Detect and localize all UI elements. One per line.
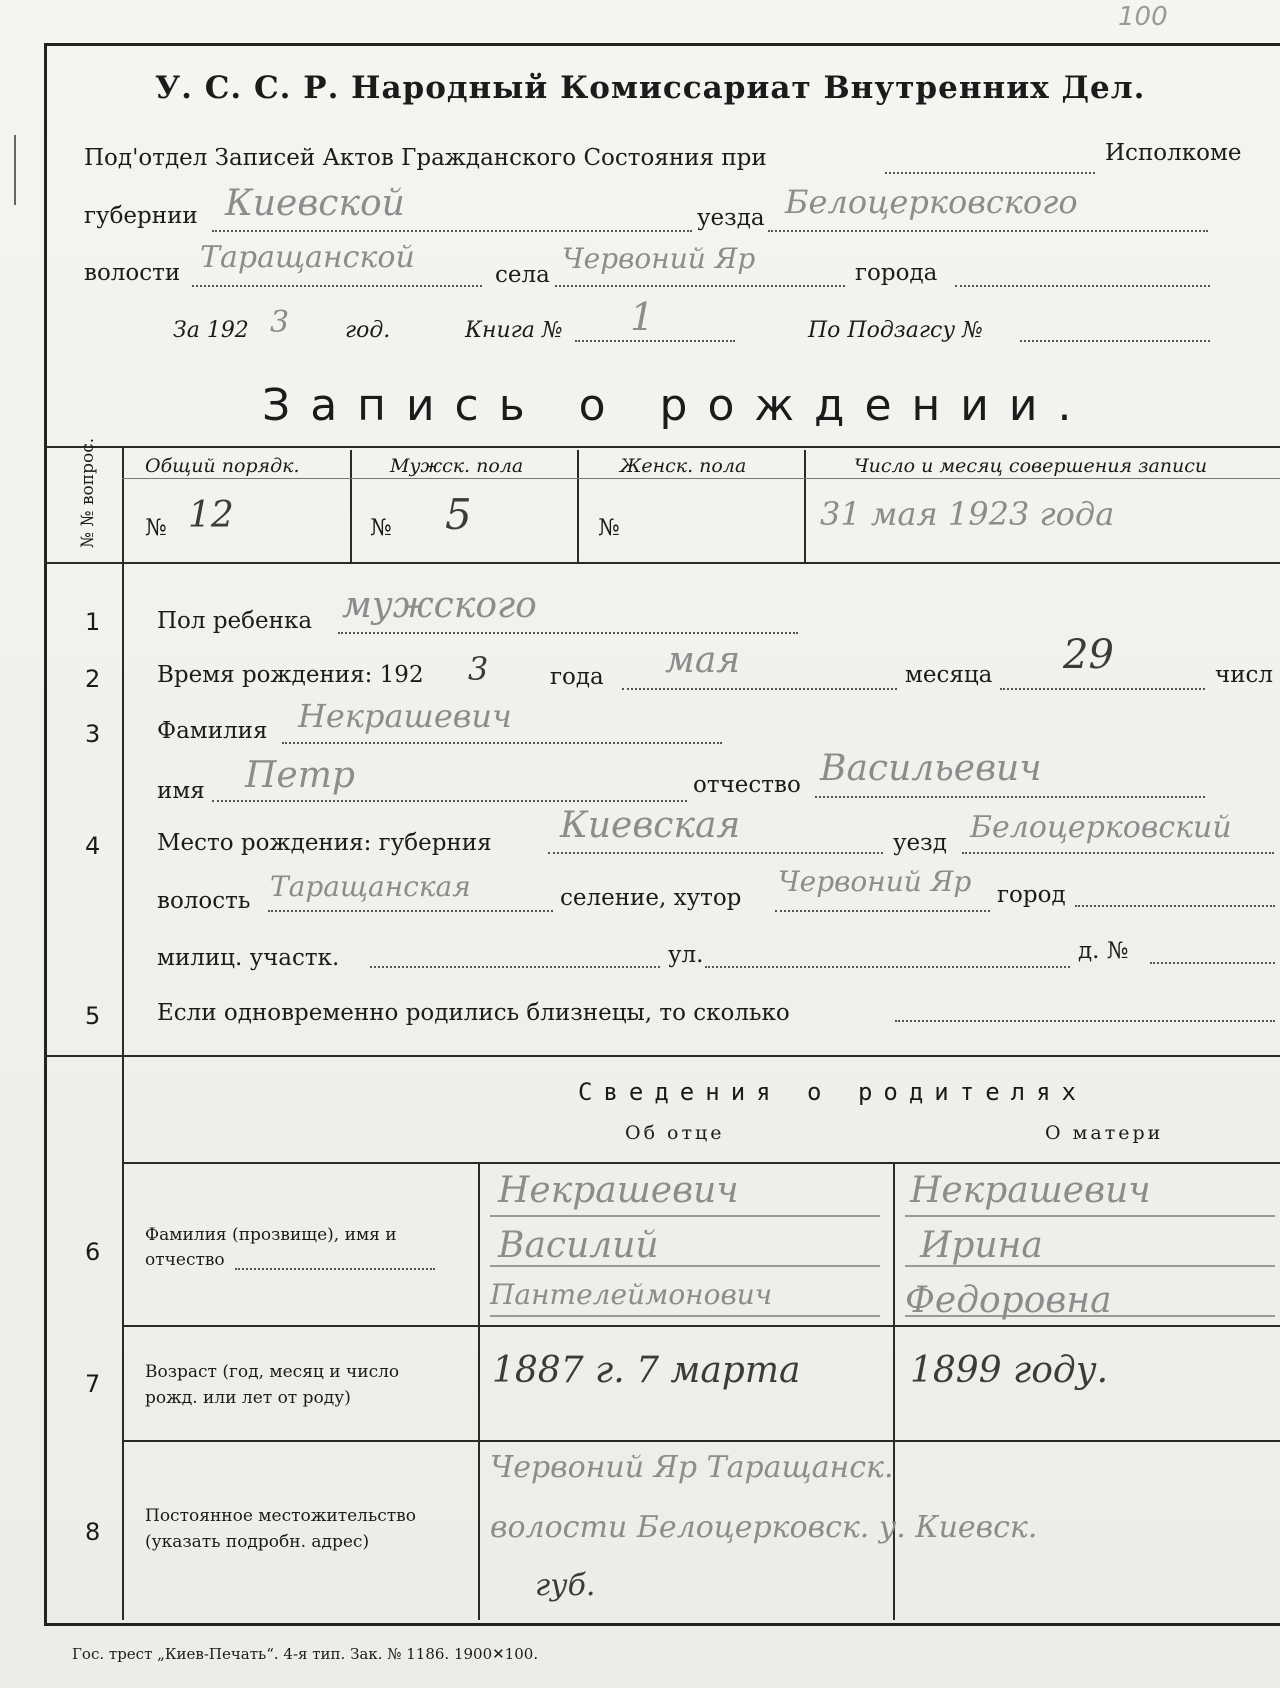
q5-number: 5	[85, 1002, 101, 1030]
father-patronymic: Пантелеймонович	[490, 1278, 773, 1311]
address-line-1: Червоний Яр Таращанск.	[490, 1450, 894, 1485]
q8-label-line1: Постоянное местожительство	[145, 1506, 416, 1526]
q3-patronymic-blank	[815, 796, 1205, 798]
gorod-label: города	[855, 260, 938, 286]
col-divider-3	[804, 450, 806, 562]
q2-month-handwritten: мая	[665, 640, 741, 681]
gubernia-handwritten: Киевской	[225, 183, 405, 224]
male-value: 5	[445, 490, 472, 539]
q4-milic-blank	[370, 966, 660, 968]
q1-number: 1	[85, 608, 101, 636]
col-divider-2	[577, 450, 579, 562]
q1-label: Пол ребенка	[157, 608, 313, 634]
father-header: Об отце	[625, 1122, 725, 1144]
printer-imprint: Гос. трест „Киев-Печать“. 4-я тип. Зак. № 1186. 1900✕100.	[72, 1645, 539, 1663]
uezd-blank	[768, 230, 1208, 232]
q1-blank	[338, 632, 798, 634]
q4-selo-label: селение, хутор	[560, 885, 742, 911]
q2-day-handwritten: 29	[1063, 632, 1114, 678]
q7-number: 7	[85, 1370, 101, 1398]
father-age: 1887 г. 7 марта	[492, 1350, 801, 1391]
q6-number: 6	[85, 1238, 101, 1266]
q2-god-label: года	[550, 664, 604, 690]
address-line-2: волости Белоцерковск. у. Киевск.	[490, 1510, 1038, 1545]
book-handwritten: 1	[630, 295, 655, 339]
mother-line-1	[905, 1215, 1275, 1217]
q2-month-blank	[622, 688, 897, 690]
q3-name-blank	[212, 800, 687, 802]
mother-header: О матери	[1045, 1122, 1164, 1144]
q3-name-handwritten: Петр	[245, 755, 355, 796]
col-divider-1	[350, 450, 352, 562]
uezd-handwritten: Белоцерковского	[785, 183, 1078, 221]
q6-label-dots	[235, 1268, 435, 1270]
q4-selo-handwritten: Червоний Яр	[778, 865, 972, 898]
table-top-rule	[44, 446, 1280, 448]
q3-name-label: имя	[157, 778, 205, 804]
parents-section-title: Сведения о родителях	[578, 1078, 1087, 1106]
question-number-header: № № вопрос.	[78, 437, 98, 548]
table-bottom-rule	[44, 562, 1280, 564]
q4-uezd-handwritten: Белоцерковский	[970, 810, 1232, 845]
q8-number: 8	[85, 1518, 101, 1546]
q2-day-blank	[1000, 688, 1205, 690]
q4-uezd-blank	[962, 852, 1274, 854]
q3-surname-handwritten: Некрашевич	[298, 697, 512, 735]
q4-volost-label: волость	[157, 888, 251, 914]
mother-name: Ирина	[920, 1225, 1043, 1266]
volost-blank	[192, 285, 482, 287]
archive-page-mark: 100	[1118, 2, 1168, 32]
q4-dom-label: д. №	[1078, 938, 1129, 964]
q4-number: 4	[85, 832, 101, 860]
q3-surname-blank	[282, 742, 722, 744]
general-order-no: №	[145, 515, 167, 541]
q4-ul-label: ул.	[668, 942, 704, 968]
q4-ul-blank	[705, 966, 1070, 968]
q3-number: 3	[85, 720, 101, 748]
father-line-3	[490, 1315, 880, 1317]
subdept-label: Под'отдел Записей Актов Гражданского Состояния при	[84, 145, 767, 171]
q4-gubernia-blank	[548, 852, 883, 854]
q7-label-line2: рожд. или лет от роду)	[145, 1388, 351, 1408]
male-no: №	[370, 515, 392, 541]
q2-number: 2	[85, 665, 101, 693]
row7-bottom-rule	[122, 1440, 1280, 1442]
general-order-header: Общий порядк.	[145, 455, 300, 477]
q6-label-line1: Фамилия (прозвище), имя и	[145, 1225, 397, 1245]
mother-surname: Некрашевич	[910, 1170, 1151, 1211]
address-line-3: губ.	[535, 1568, 596, 1603]
q4-gubernia-handwritten: Киевская	[560, 805, 741, 846]
father-line-1	[490, 1215, 880, 1217]
gubernia-label: губернии	[84, 203, 198, 229]
subdept-blank	[885, 172, 1095, 174]
q4-milic-label: милиц. участк.	[157, 945, 340, 971]
document-title: Запись о рождении.	[262, 380, 1092, 431]
selo-label: села	[495, 262, 550, 288]
q6-label-line2: отчество	[145, 1250, 225, 1270]
margin-mark	[14, 135, 16, 205]
year-handwritten: 3	[270, 305, 290, 340]
mother-age: 1899 году.	[910, 1350, 1109, 1391]
q4-volost-handwritten: Таращанская	[270, 870, 471, 903]
q2-year-handwritten: 3	[468, 650, 489, 688]
year-label: За 192	[173, 318, 249, 343]
q3-patronymic-handwritten: Васильевич	[820, 748, 1042, 789]
record-date-header: Число и месяц совершения записи	[854, 455, 1208, 477]
father-name: Василий	[498, 1225, 659, 1266]
q4-place-label: Место рождения: губерния	[157, 830, 492, 856]
volost-handwritten: Таращанской	[200, 240, 415, 275]
q3-surname-label: Фамилия	[157, 718, 268, 744]
q7-label-line1: Возраст (год, месяц и число	[145, 1362, 400, 1382]
parents-table-top	[122, 1162, 1280, 1164]
male-header: Мужск. пола	[390, 455, 524, 477]
father-surname: Некрашевич	[498, 1170, 739, 1211]
female-no: №	[598, 515, 620, 541]
god-label: год.	[345, 318, 391, 343]
q4-selo-blank	[775, 910, 990, 912]
q2-day-label: числ	[1215, 662, 1274, 688]
ispolkom-label: Исполкоме	[1105, 140, 1242, 166]
uezd-label: уезда	[697, 205, 765, 231]
book-label: Книга №	[465, 318, 563, 343]
q3-patronymic-label: отчество	[693, 772, 801, 798]
selo-blank	[555, 285, 845, 287]
gubernia-blank	[212, 230, 692, 232]
q2-month-label: месяца	[905, 662, 993, 688]
question-column-divider	[122, 446, 124, 1620]
female-header: Женск. пола	[620, 455, 747, 477]
q4-volost-blank	[268, 910, 553, 912]
q5-label: Если одновременно родились близнецы, то сколько	[157, 1000, 790, 1026]
general-order-value: 12	[188, 495, 234, 536]
father-mother-divider	[893, 1162, 895, 1620]
gorod-blank	[955, 285, 1210, 287]
q2-label: Время рождения: 192	[157, 662, 424, 688]
podzags-label: По Подзагсу №	[808, 318, 983, 343]
record-date-value: 31 мая 1923 года	[820, 495, 1115, 533]
book-blank	[575, 340, 735, 342]
volost-label: волости	[84, 260, 181, 286]
form-header-title: У. С. С. Р. Народный Комиссариат Внутренних Дел.	[155, 70, 1146, 106]
mother-patronymic: Федоровна	[905, 1280, 1112, 1321]
q4-gorod-blank	[1075, 905, 1275, 907]
q1-handwritten: мужского	[342, 585, 537, 626]
header-underline	[122, 478, 1280, 479]
row6-bottom-rule	[122, 1325, 1280, 1327]
q4-dom-blank	[1150, 962, 1275, 964]
q4-uezd-label: уезд	[893, 830, 947, 856]
podzags-blank	[1020, 340, 1210, 342]
label-column-divider	[478, 1162, 480, 1620]
selo-handwritten: Червоний Яр	[562, 242, 756, 275]
parents-top-rule	[44, 1055, 1280, 1057]
q5-blank	[895, 1020, 1275, 1022]
q4-gorod-label: город	[997, 882, 1066, 908]
q8-label-line2: (указать подробн. адрес)	[145, 1532, 370, 1552]
